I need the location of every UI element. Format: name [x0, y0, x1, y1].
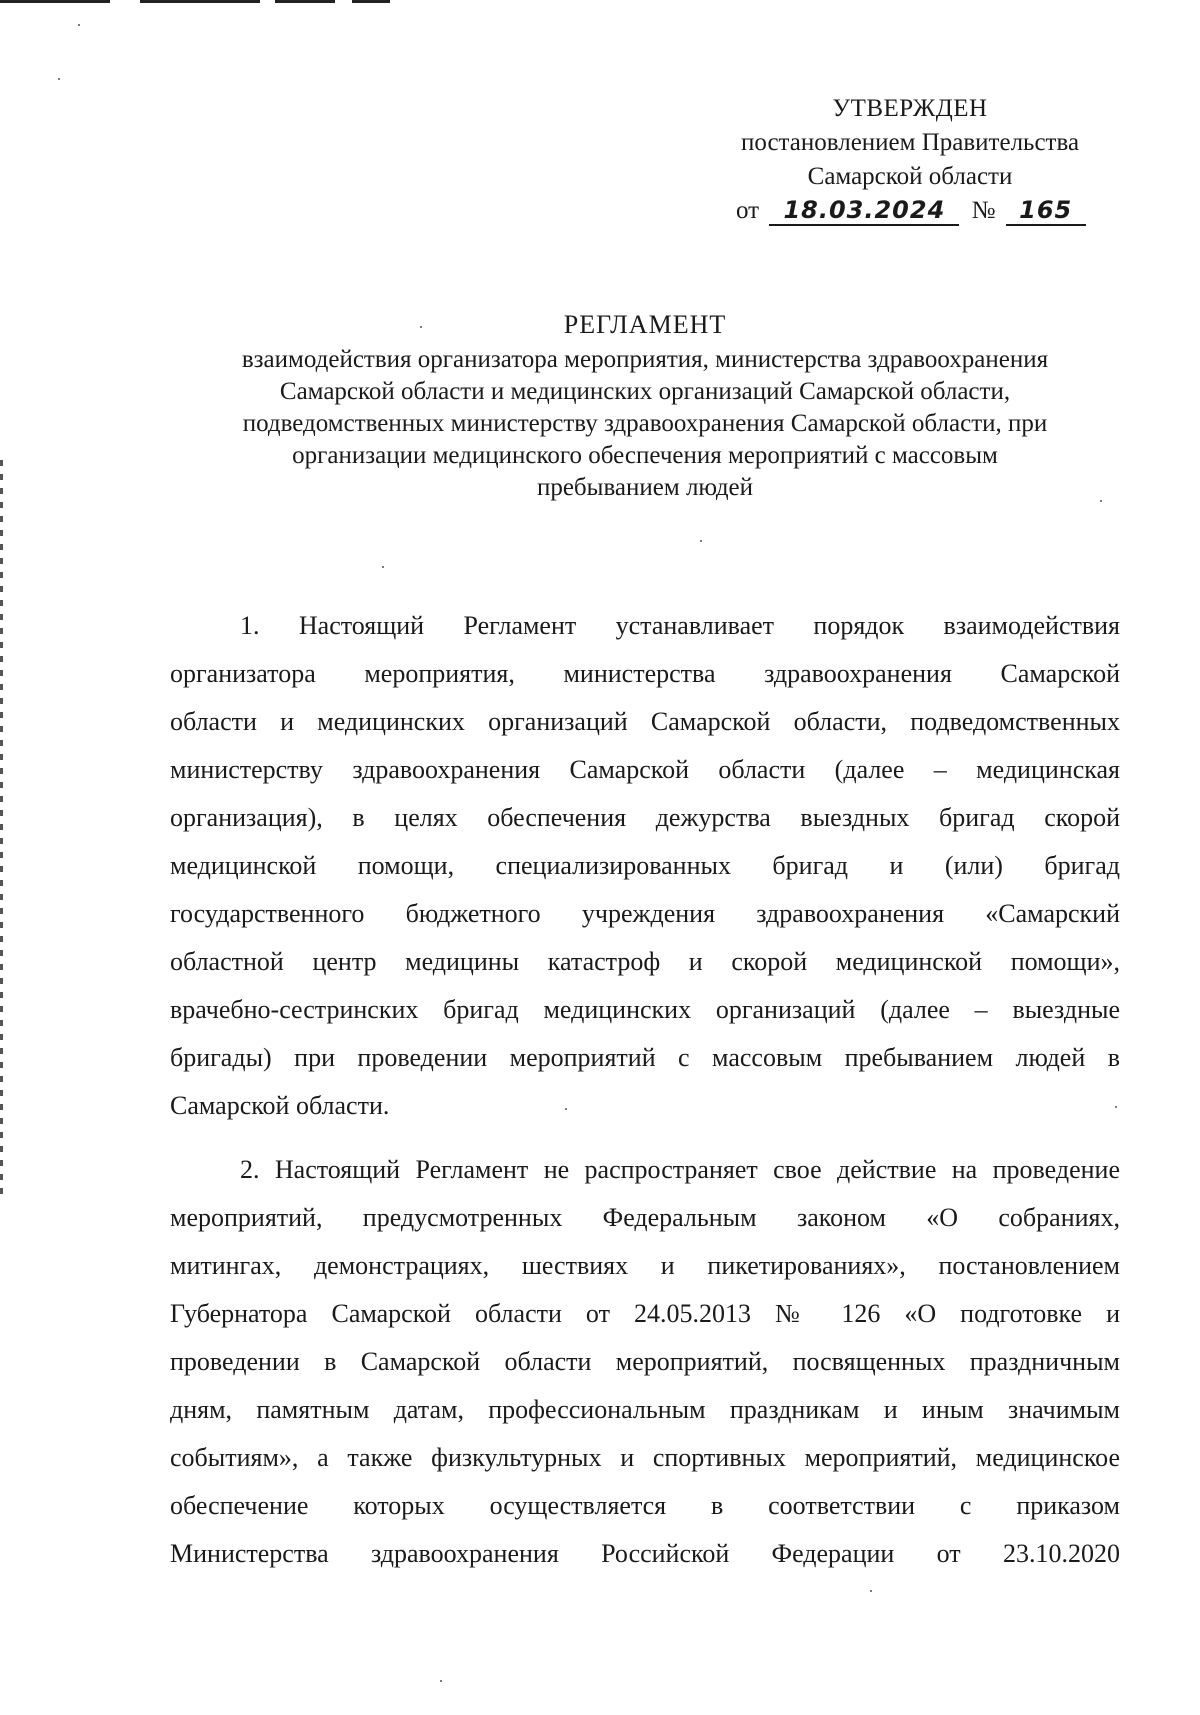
paragraph-line: Министерства здравоохранения Российской Федерации от 23.10.2020 — [170, 1539, 1120, 1568]
approval-date-line — [736, 194, 1096, 228]
subtitle-line: взаимодействия организатора мероприятия, министерства здравоохранения — [241, 346, 1049, 373]
paragraph-line: области и медицинских организаций Самарской области, подведомственных — [170, 707, 1120, 736]
paragraph-line: министерству здравоохранения Самарской области (далее – медицинская — [170, 755, 1120, 784]
approval-line: постановлением Правительства — [740, 129, 1080, 156]
approval-line: Самарской области — [807, 163, 1013, 190]
paragraph-line: дням, памятным датам, профессиональным праздникам и иным значимым — [170, 1395, 1120, 1424]
scan-artifact-edge — [0, 460, 3, 1200]
paragraph-line: обеспечение которых осуществляется в соответствии с приказом — [170, 1491, 1120, 1520]
approved-heading: УТВЕРЖДЕН — [832, 95, 988, 122]
paragraph-line: организация), в целях обеспечения дежурства выездных бригад скорой — [170, 803, 1120, 832]
document-title: РЕГЛАМЕНТ — [563, 310, 727, 339]
handwritten-number: 165 — [1006, 196, 1086, 226]
approval-stamp-block — [690, 92, 1130, 194]
subtitle-line: пребыванием людей — [536, 474, 754, 501]
paragraph-line: государственного бюджетного учреждения здравоохранения «Самарский — [170, 899, 1120, 928]
handwritten-date: 18.03.2024 — [769, 196, 959, 226]
paragraph-line: мероприятий, предусмотренных Федеральным законом «О собраниях, — [170, 1203, 1120, 1232]
scan-speck — [78, 24, 80, 26]
paragraph-line: 2. Настоящий Регламент не распространяет свое действие на проведение — [240, 1155, 1120, 1184]
paragraph-line: митингах, демонстрациях, шествиях и пикетированиях», постановлением — [170, 1251, 1120, 1280]
paragraph-line: врачебно-сестринских бригад медицинских организаций (далее – выездные — [170, 995, 1120, 1024]
scan-artifact-rule — [275, 0, 335, 3]
scan-speck — [440, 1680, 442, 1682]
scan-speck — [700, 540, 702, 542]
scan-artifact-rule — [0, 0, 110, 3]
date-prefix: от — [736, 197, 760, 224]
paragraph-line: Самарской области. — [170, 1091, 390, 1120]
subtitle-line: организации медицинского обеспечения мероприятий с массовым — [292, 442, 998, 469]
paragraph-line: областной центр медицины катастроф и скорой медицинской помощи», — [170, 947, 1120, 976]
subtitle-line: подведомственных министерству здравоохранения Самарской области, при — [242, 410, 1048, 437]
scan-speck — [382, 566, 384, 568]
scan-speck — [58, 78, 60, 80]
number-prefix: № — [971, 197, 996, 224]
scan-artifact-rule — [352, 0, 390, 3]
scan-speck — [870, 1590, 872, 1592]
paragraph-line: медицинской помощи, специализированных бригад и (или) бригад — [170, 851, 1120, 880]
paragraph-line: бригады) при проведении мероприятий с массовым пребыванием людей в — [170, 1043, 1120, 1072]
paragraph-2 — [170, 1146, 1120, 1578]
paragraph-line: организатора мероприятия, министерства здравоохранения Самарской — [170, 659, 1120, 688]
paragraph-line: событиям», а также физкультурных и спортивных мероприятий, медицинское — [170, 1443, 1120, 1472]
paragraph-line: проведении в Самарской области мероприятий, посвященных праздничным — [170, 1347, 1120, 1376]
subtitle-line: Самарской области и медицинских организаций Самарской области, — [279, 378, 1011, 405]
paragraph-line: Губернатора Самарской области от 24.05.2013 № 126 «О подготовке и — [170, 1299, 1120, 1328]
paragraph-1 — [170, 602, 1120, 1130]
paragraph-line: 1. Настоящий Регламент устанавливает порядок взаимодействия — [240, 611, 1120, 640]
scan-artifact-rule — [140, 0, 260, 3]
document-subtitle — [180, 344, 1110, 504]
